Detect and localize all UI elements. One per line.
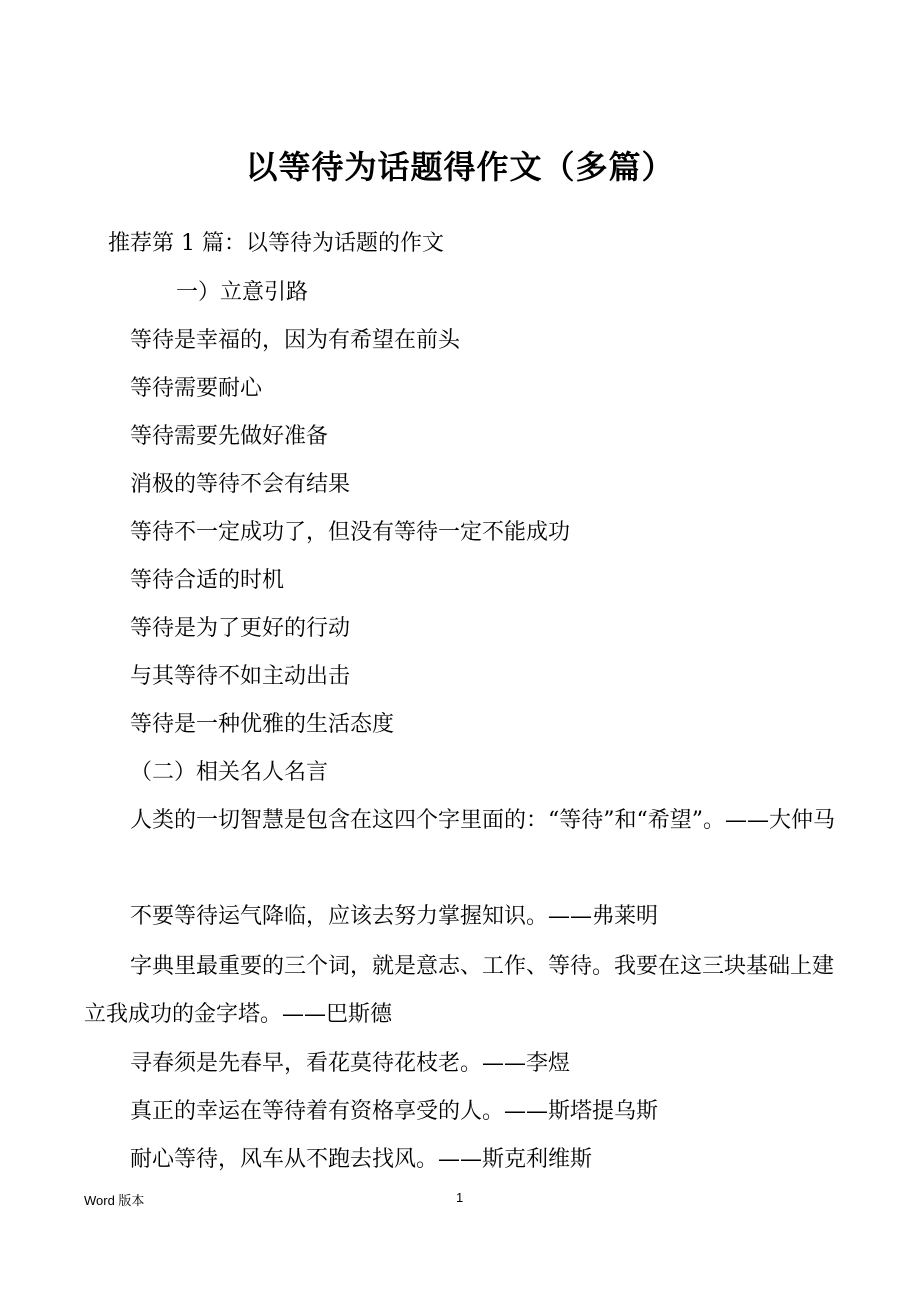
point-item: 等待合适的时机: [130, 568, 285, 593]
point-item: 与其等待不如主动出击: [130, 664, 351, 689]
subheading-quotes: （二）相关名人名言: [130, 760, 329, 785]
quote-item: 不要等待运气降临，应该去努力掌握知识。——弗莱明: [130, 904, 659, 929]
page-number: 1: [456, 1190, 464, 1205]
subheading-idea: 一）立意引路: [176, 280, 309, 305]
point-item: 消极的等待不会有结果: [130, 472, 351, 497]
point-item: 等待需要耐心: [130, 376, 263, 401]
quote-item: 人类的一切智慧是包含在这四个字里面的：“等待”和“希望”。——大仲马: [130, 808, 835, 833]
point-item: 等待是幸福的，因为有希望在前头: [130, 328, 461, 353]
document-title: 以等待为话题得作文（多篇）: [245, 148, 675, 186]
quote-item: 真正的幸运在等待着有资格享受的人。——斯塔提乌斯: [130, 1099, 659, 1124]
quote-item: 字典里最重要的三个词，就是意志、工作、等待。我要在这三块基础上建立我成功的金字塔。——巴斯德: [84, 954, 835, 1027]
point-item: 等待是一种优雅的生活态度: [130, 712, 395, 737]
quote-item: 耐心等待，风车从不跑去找风。——斯克利维斯: [130, 1147, 593, 1172]
point-item: 等待不一定成功了，但没有等待一定不能成功: [130, 520, 571, 545]
point-item: 等待需要先做好准备: [130, 424, 329, 449]
point-item: 等待是为了更好的行动: [130, 616, 351, 641]
quote-item: 寻春须是先春早，看花莫待花枝老。——李煜: [130, 1051, 571, 1076]
section-heading: 推荐第 1 篇：以等待为话题的作文: [108, 231, 444, 256]
footer-label: Word 版本: [84, 1193, 145, 1208]
